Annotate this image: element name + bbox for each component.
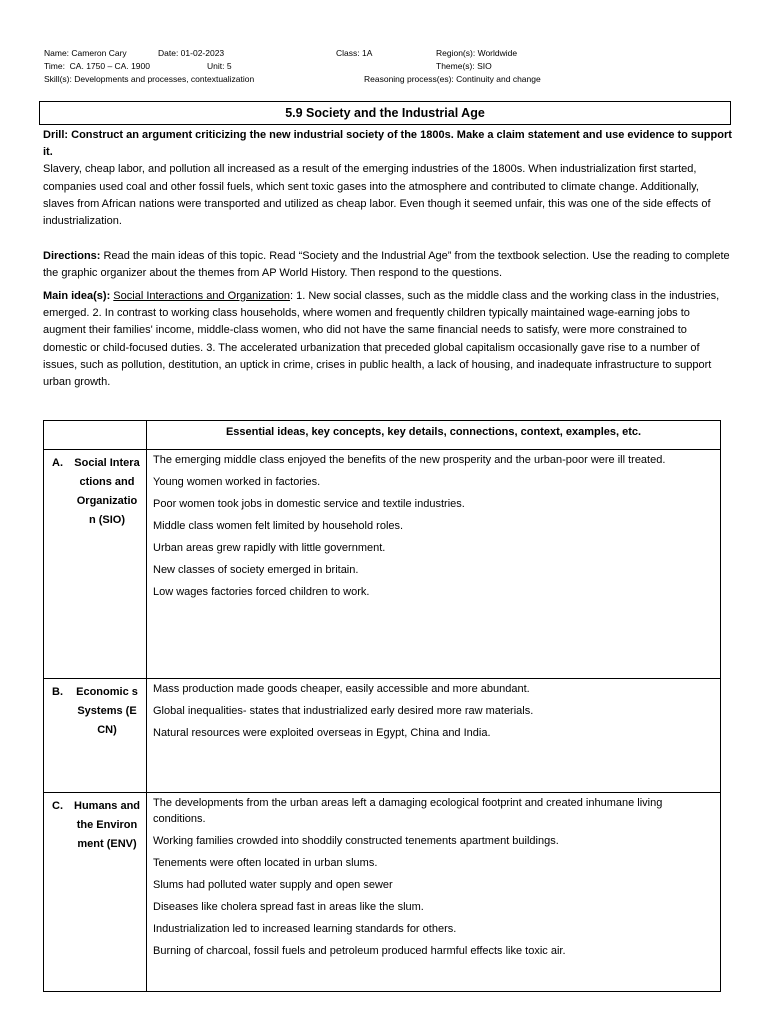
theme-name: Humans and the Environment (ENV) xyxy=(74,800,141,850)
list-item: Diseases like cholera spread fast in areas like the slum. xyxy=(153,901,424,913)
directions-text: Read the main ideas of this topic. Read “Society and the Industrial Age” from the textbook selection. Use the reading to complete the graphic organizer about the themes from AP World History. Then respond to the questions. xyxy=(43,250,730,280)
class-field: Class: 1A xyxy=(336,48,373,58)
list-item: Industrialization led to increased learning standards for others. xyxy=(153,923,457,935)
main-ideas-section xyxy=(43,288,733,391)
list-item: The developments from the urban areas left a damaging ecological footprint and created inhumane living conditions. xyxy=(153,797,663,825)
theme-cell xyxy=(44,793,147,992)
theme-cell xyxy=(44,679,147,793)
reasoning-field: Reasoning process(es): Continuity and change xyxy=(364,74,541,84)
student-name: Name: Cameron Cary xyxy=(44,48,127,58)
list-item: Urban areas grew rapidly with little government. xyxy=(153,542,386,554)
list-item: New classes of society emerged in britain. xyxy=(153,564,359,576)
main-ideas-theme: Social Interactions and Organization xyxy=(113,290,291,302)
theme-name: Economic s Systems (ECN) xyxy=(76,686,138,736)
theme-cell xyxy=(44,450,147,679)
list-item: Poor women took jobs in domestic service and textile industries. xyxy=(153,498,465,510)
list-item: Burning of charcoal, fossil fuels and petroleum produced harmful effects like toxic air. xyxy=(153,945,566,957)
list-item: Young women worked in factories. xyxy=(153,476,321,488)
list-item: Mass production made goods cheaper, easily accessible and more abundant. xyxy=(153,683,530,695)
region-field: Region(s): Worldwide xyxy=(436,48,518,58)
list-item: Tenements were often located in urban slums. xyxy=(153,857,378,869)
theme-letter: B. xyxy=(52,686,63,698)
table-row-sio xyxy=(44,450,721,679)
drill-answer: Slavery, cheap labor, and pollution all increased as a result of the emerging industries of the 1800s. When industrialization first started, companies used coal and other fossil fuels, which sent toxic gases into the atmosphere and contributed to climate change. Additionally, slaves from African nations were transported and utilized as cheap labor. Even though it seemed unfair, this was one of the side effects of industrialization. xyxy=(43,163,711,228)
unit-field: Unit: 5 xyxy=(207,61,232,71)
graphic-organizer-table xyxy=(43,420,721,992)
list-item: Natural resources were exploited overseas in Egypt, China and India. xyxy=(153,727,491,739)
table-header: Essential ideas, key concepts, key details, connections, context, examples, etc. xyxy=(147,421,721,450)
list-item: The emerging middle class enjoyed the benefits of the new prosperity and the urban-poor were ill treated. xyxy=(153,454,666,466)
theme-letter: C. xyxy=(52,800,63,812)
table-header-row xyxy=(44,421,721,450)
drill-label: Drill: xyxy=(43,129,69,141)
main-ideas-label: Main idea(s): xyxy=(43,290,111,302)
drill-section xyxy=(43,127,733,230)
directions-label: Directions: xyxy=(43,250,101,262)
list-item: Low wages factories forced children to work. xyxy=(153,586,370,598)
table-corner-cell xyxy=(44,421,147,450)
list-item: Global inequalities- states that industrialized early desired more raw materials. xyxy=(153,705,534,717)
theme-letter: A. xyxy=(52,457,63,469)
theme-field: Theme(s): SIO xyxy=(436,61,492,71)
theme-name: Social Interactions and Organization (SIO) xyxy=(74,457,140,526)
page-title: 5.9 Society and the Industrial Age xyxy=(39,101,731,125)
time-field: Time: CA. 1750 – CA. 1900 xyxy=(44,61,150,71)
content-cell xyxy=(147,793,721,992)
list-item: Working families crowded into shoddily constructed tenements apartment buildings. xyxy=(153,835,559,847)
drill-prompt xyxy=(43,127,733,161)
drill-question: Construct an argument criticizing the new industrial society of the 1800s. Make a claim statement and use evidence to support it. xyxy=(43,129,732,159)
content-cell xyxy=(147,450,721,679)
date-field: Date: 01-02-2023 xyxy=(158,48,225,58)
content-cell xyxy=(147,679,721,793)
main-ideas-text: : 1. New social classes, such as the middle class and the working class in the industries, emerged. 2. In contrast to working class households, where women and frequently children typically maintained wage-earning jobs to augment their families' income, middle-class women, who did not have the same financial needs to satisfy, were more constrained to domestic or child-focused duties. 3. The accelerated urbanization that preceded global capitalism occasionally gave rise to a number of issues, such as pollution, destitution, an uptick in crime, crises in public health, a lack of housing, and inadequate infrastructure to support urban growth. xyxy=(43,290,720,389)
list-item: Middle class women felt limited by household roles. xyxy=(153,520,404,532)
table-row-ecn xyxy=(44,679,721,793)
directions-section xyxy=(43,248,733,282)
table-row-env xyxy=(44,793,721,992)
list-item: Slums had polluted water supply and open sewer xyxy=(153,879,393,891)
skills-field: Skill(s): Developments and processes, contextualization xyxy=(44,74,255,84)
